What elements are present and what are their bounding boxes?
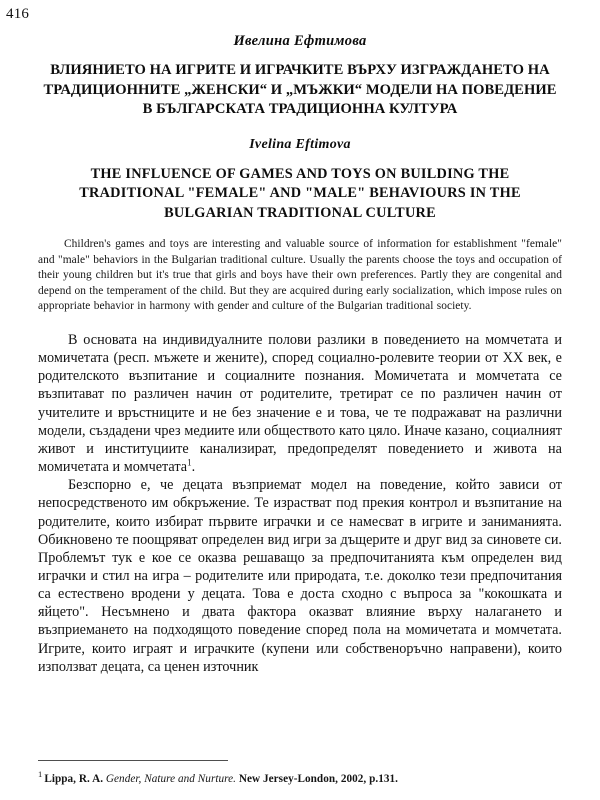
body-paragraph-1-text: В основата на индивидуалните полови разлики в поведението на момчетата и момичетата (респ. мъжете и жените), според социално-ролевите теории от XX век, е родителското възпитание и социалните познания. Момичетата и момчетата се възпитават по различен начин от родителите, третират се по различен начин от учителите и връстниците и не без значение е и това, че те подражават на различни модели, създадени чрез медиите или обществото като цяло. Иначе казано, социалният живот и институциите канализират, предопределят поведението и живота на момичетата и момчетата — [38, 331, 562, 476]
body-paragraph-1 — [38, 331, 562, 476]
author-name-english: Ivelina Eftimova — [249, 136, 351, 152]
article-title-english: THE INFLUENCE OF GAMES AND TOYS ON BUILDING THE TRADITIONAL "FEMALE" AND "MALE" BEHAVIOURS IN THE BULGARIAN TRADITIONAL CULTURE — [79, 165, 521, 221]
footnote-reference-1[interactable]: 1 — [187, 457, 192, 468]
footnote-entry-1 — [38, 769, 562, 786]
content-column — [38, 32, 562, 676]
footnote-author: Lippa, R. A. — [44, 773, 104, 785]
body-paragraph-2: Безспорно е, че децата възприемат модел на поведение, който зависи от непосредственото им обкръжение. Те израстват под прекия контрол и възпитание на родителите, които избират първите играчки и се намесват в игрите и заниманията. Обикновено те поощряват определен вид игри за дъщерите и друг вид за синовете си. Проблемът тук е кое се оказва решаващо за предпочитанията към определен вид играчки и стил на игра – родителите или природата, т.е. доколко тези предпочитания са естествено вродени у децата. Това е доста сходно с въпроса за "кокошката и яйцето". Несъмнено и двата фактора оказват влияние върху налагането и възприемането на подходящото поведение според пола на момичетата и момчетата. Игрите, които играят и играчките (купени или собственоръчно направени), които използват децата, са ценен източник — [38, 477, 562, 675]
footnote-title: Gender, Nature and Nurture. — [105, 773, 237, 785]
footnote-area — [38, 760, 562, 786]
author-name-bulgarian: Ивелина Ефтимова — [233, 33, 367, 49]
footnote-separator-rule — [38, 760, 228, 761]
body-paragraph-1-tail: . — [191, 459, 196, 476]
article-title-bulgarian: ВЛИЯНИЕТО НА ИГРИТЕ И ИГРАЧКИТЕ ВЪРХУ ИЗГРАЖДАНЕТО НА ТРАДИЦИОННИТЕ „ЖЕНСКИ“ И „МЪЖКИ“ МОДЕЛИ НА ПОВЕДЕНИЕ В БЪЛГАРСКАТА ТРАДИЦИОННА КУЛТУРА — [43, 62, 557, 117]
footnote-publication: New Jersey-London, 2002, p.131. — [238, 773, 398, 785]
page-number: 416 — [6, 6, 30, 22]
footnote-number: 1 — [38, 769, 43, 780]
abstract-english: Children's games and toys are interesting and valuable source of information for establishment "female" and "male" behaviors in the Bulgarian traditional culture. Usually the parents choose the toys and occupation of their young children but it's true that girls and boys have their own preferences. Partly they are congenital and depend on the temperament of the child. But they are acquired during early socialization, which impose rules on appropriate behavior in harmony with gender and culture of the Bulgarian traditional society. — [38, 238, 562, 313]
